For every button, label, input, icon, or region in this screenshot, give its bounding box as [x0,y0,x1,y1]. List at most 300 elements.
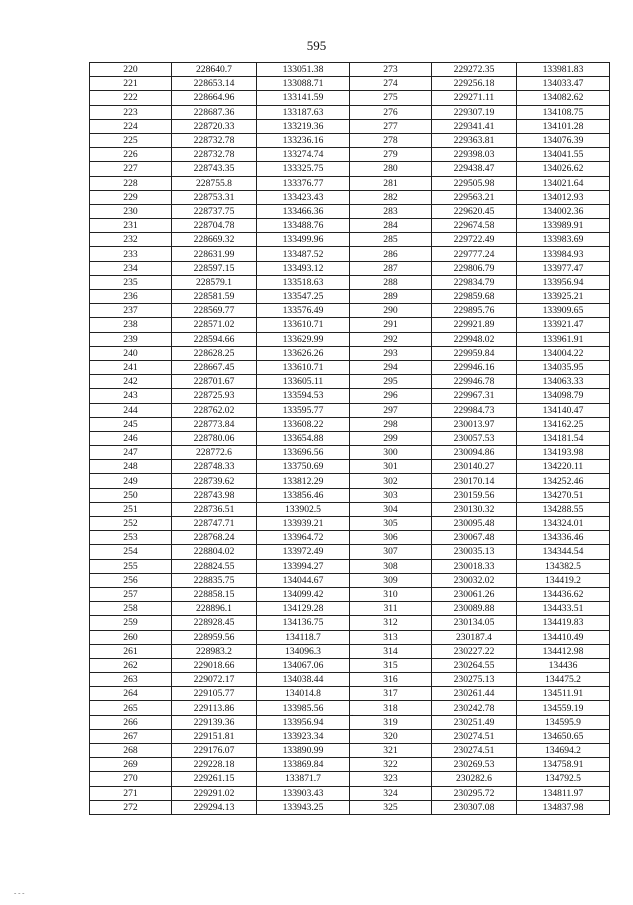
x-coordinate-cell: 228737.75 [172,204,257,218]
x-coordinate-cell: 229105.77 [172,687,257,701]
x-coordinate-cell: 229620.45 [432,204,517,218]
y-coordinate-cell: 133518.63 [257,275,350,289]
point-number-cell: 264 [90,687,172,701]
y-coordinate-cell: 134324.01 [517,517,610,531]
table-row [90,304,610,318]
point-number-cell: 296 [350,389,432,403]
point-number-cell: 282 [350,190,432,204]
x-coordinate-cell: 228732.78 [172,148,257,162]
table-row [90,602,610,616]
x-coordinate-cell: 230067.48 [432,531,517,545]
x-coordinate-cell: 230094.86 [432,446,517,460]
y-coordinate-cell: 133856.46 [257,488,350,502]
table-row [90,148,610,162]
point-number-cell: 291 [350,318,432,332]
y-coordinate-cell: 134099.42 [257,587,350,601]
point-number-cell: 273 [350,63,432,77]
point-number-cell: 298 [350,417,432,431]
y-coordinate-cell: 133488.76 [257,219,350,233]
table-row [90,488,610,502]
y-coordinate-cell: 134002.36 [517,204,610,218]
x-coordinate-cell: 228571.02 [172,318,257,332]
x-coordinate-cell: 229859.68 [432,290,517,304]
point-number-cell: 321 [350,744,432,758]
x-coordinate-cell: 228928.45 [172,616,257,630]
point-number-cell: 243 [90,389,172,403]
y-coordinate-cell: 134412.98 [517,644,610,658]
y-coordinate-cell: 134082.62 [517,91,610,105]
y-coordinate-cell: 133595.77 [257,403,350,417]
y-coordinate-cell: 133972.49 [257,545,350,559]
table-row [90,290,610,304]
x-coordinate-cell: 228768.24 [172,531,257,545]
point-number-cell: 285 [350,233,432,247]
y-coordinate-cell: 134101.28 [517,119,610,133]
point-number-cell: 244 [90,403,172,417]
y-coordinate-cell: 133376.77 [257,176,350,190]
y-coordinate-cell: 134098.79 [517,389,610,403]
x-coordinate-cell: 229948.02 [432,332,517,346]
y-coordinate-cell: 133750.69 [257,460,350,474]
y-coordinate-cell: 133939.21 [257,517,350,531]
point-number-cell: 262 [90,658,172,672]
y-coordinate-cell: 133626.26 [257,346,350,360]
point-number-cell: 237 [90,304,172,318]
y-coordinate-cell: 133871.7 [257,772,350,786]
y-coordinate-cell: 134033.47 [517,77,610,91]
corner-dash-mark: - - - [14,889,25,897]
y-coordinate-cell: 133964.72 [257,531,350,545]
y-coordinate-cell: 133594.53 [257,389,350,403]
point-number-cell: 283 [350,204,432,218]
x-coordinate-cell: 228896.1 [172,602,257,616]
point-number-cell: 310 [350,587,432,601]
y-coordinate-cell: 133981.83 [517,63,610,77]
table-row [90,389,610,403]
y-coordinate-cell: 133985.56 [257,701,350,715]
y-coordinate-cell: 134014.8 [257,687,350,701]
point-number-cell: 221 [90,77,172,91]
x-coordinate-cell: 229505.98 [432,176,517,190]
x-coordinate-cell: 229438.47 [432,162,517,176]
y-coordinate-cell: 133956.94 [517,275,610,289]
x-coordinate-cell: 230095.48 [432,517,517,531]
point-number-cell: 241 [90,360,172,374]
y-coordinate-cell: 133903.43 [257,786,350,800]
table-row [90,360,610,374]
y-coordinate-cell: 133576.49 [257,304,350,318]
point-number-cell: 259 [90,616,172,630]
table-row [90,729,610,743]
point-number-cell: 239 [90,332,172,346]
x-coordinate-cell: 228725.93 [172,389,257,403]
x-coordinate-cell: 228959.56 [172,630,257,644]
point-number-cell: 263 [90,673,172,687]
point-number-cell: 274 [350,77,432,91]
y-coordinate-cell: 133956.94 [257,715,350,729]
stray-dot-mark: . [351,708,354,718]
x-coordinate-cell: 228631.99 [172,247,257,261]
table-row [90,531,610,545]
point-number-cell: 315 [350,658,432,672]
y-coordinate-cell: 133983.69 [517,233,610,247]
x-coordinate-cell: 229341.41 [432,119,517,133]
point-number-cell: 256 [90,573,172,587]
x-coordinate-cell: 230227.22 [432,644,517,658]
point-number-cell: 220 [90,63,172,77]
table-row [90,332,610,346]
x-coordinate-cell: 230035.13 [432,545,517,559]
x-coordinate-cell: 230282.6 [432,772,517,786]
x-coordinate-cell: 230269.53 [432,758,517,772]
x-coordinate-cell: 228579.1 [172,275,257,289]
table-row [90,644,610,658]
point-number-cell: 226 [90,148,172,162]
y-coordinate-cell: 133141.59 [257,91,350,105]
point-number-cell: 231 [90,219,172,233]
x-coordinate-cell: 230134.05 [432,616,517,630]
table-row [90,133,610,147]
y-coordinate-cell: 133493.12 [257,261,350,275]
point-number-cell: 322 [350,758,432,772]
point-number-cell: 228 [90,176,172,190]
x-coordinate-cell: 228835.75 [172,573,257,587]
y-coordinate-cell: 134035.95 [517,360,610,374]
table-row [90,673,610,687]
y-coordinate-cell: 134193.98 [517,446,610,460]
x-coordinate-cell: 228743.98 [172,488,257,502]
y-coordinate-cell: 133610.71 [257,318,350,332]
table-row [90,587,610,601]
y-coordinate-cell: 133923.34 [257,729,350,743]
y-coordinate-cell: 133423.43 [257,190,350,204]
point-number-cell: 265 [90,701,172,715]
y-coordinate-cell: 133921.47 [517,318,610,332]
x-coordinate-cell: 230140.27 [432,460,517,474]
y-coordinate-cell: 134012.93 [517,190,610,204]
table-row [90,744,610,758]
point-number-cell: 292 [350,332,432,346]
table-row [90,658,610,672]
x-coordinate-cell: 229834.79 [432,275,517,289]
point-number-cell: 312 [350,616,432,630]
y-coordinate-cell: 133187.63 [257,105,350,119]
y-coordinate-cell: 134559.19 [517,701,610,715]
point-number-cell: 319 [350,715,432,729]
x-coordinate-cell: 230242.78 [432,701,517,715]
point-number-cell: 240 [90,346,172,360]
x-coordinate-cell: 229256.18 [432,77,517,91]
x-coordinate-cell: 229228.18 [172,758,257,772]
x-coordinate-cell: 230264.55 [432,658,517,672]
x-coordinate-cell: 229946.16 [432,360,517,374]
y-coordinate-cell: 134650.65 [517,729,610,743]
point-number-cell: 266 [90,715,172,729]
x-coordinate-cell: 228640.7 [172,63,257,77]
x-coordinate-cell: 229967.31 [432,389,517,403]
point-number-cell: 272 [90,800,172,814]
y-coordinate-cell: 134140.47 [517,403,610,417]
x-coordinate-cell: 228581.59 [172,290,257,304]
point-number-cell: 299 [350,431,432,445]
point-number-cell: 309 [350,573,432,587]
table-row [90,318,610,332]
point-number-cell: 286 [350,247,432,261]
table-row [90,573,610,587]
point-number-cell: 245 [90,417,172,431]
x-coordinate-cell: 229895.76 [432,304,517,318]
x-coordinate-cell: 228569.77 [172,304,257,318]
x-coordinate-cell: 230159.56 [432,488,517,502]
point-number-cell: 281 [350,176,432,190]
point-number-cell: 254 [90,545,172,559]
table-row [90,403,610,417]
point-number-cell: 308 [350,559,432,573]
table-row [90,417,610,431]
point-number-cell: 233 [90,247,172,261]
y-coordinate-cell: 134436 [517,658,610,672]
point-number-cell: 294 [350,360,432,374]
x-coordinate-cell: 229272.35 [432,63,517,77]
x-coordinate-cell: 228804.02 [172,545,257,559]
x-coordinate-cell: 229363.81 [432,133,517,147]
y-coordinate-cell: 134336.46 [517,531,610,545]
coordinates-table [89,62,610,815]
point-number-cell: 324 [350,786,432,800]
y-coordinate-cell: 133608.22 [257,417,350,431]
x-coordinate-cell: 228704.78 [172,219,257,233]
table-row [90,800,610,814]
point-number-cell: 261 [90,644,172,658]
x-coordinate-cell: 229113.86 [172,701,257,715]
table-row [90,545,610,559]
x-coordinate-cell: 229261.15 [172,772,257,786]
x-coordinate-cell: 228773.84 [172,417,257,431]
x-coordinate-cell: 228772.6 [172,446,257,460]
point-number-cell: 317 [350,687,432,701]
y-coordinate-cell: 133088.71 [257,77,350,91]
y-coordinate-cell: 133989.91 [517,219,610,233]
x-coordinate-cell: 230274.51 [432,729,517,743]
x-coordinate-cell: 229018.66 [172,658,257,672]
x-coordinate-cell: 228739.62 [172,474,257,488]
point-number-cell: 229 [90,190,172,204]
x-coordinate-cell: 228762.02 [172,403,257,417]
table-row [90,758,610,772]
y-coordinate-cell: 134433.51 [517,602,610,616]
y-coordinate-cell: 134694.2 [517,744,610,758]
x-coordinate-cell: 228983.2 [172,644,257,658]
point-number-cell: 305 [350,517,432,531]
x-coordinate-cell: 229151.81 [172,729,257,743]
table-row [90,517,610,531]
x-coordinate-cell: 230089.88 [432,602,517,616]
point-number-cell: 288 [350,275,432,289]
y-coordinate-cell: 133984.93 [517,247,610,261]
point-number-cell: 304 [350,502,432,516]
x-coordinate-cell: 230187.4 [432,630,517,644]
x-coordinate-cell: 228743.35 [172,162,257,176]
y-coordinate-cell: 133325.75 [257,162,350,176]
point-number-cell: 314 [350,644,432,658]
y-coordinate-cell: 133219.36 [257,119,350,133]
point-number-cell: 250 [90,488,172,502]
y-coordinate-cell: 134410.49 [517,630,610,644]
x-coordinate-cell: 228780.06 [172,431,257,445]
point-number-cell: 258 [90,602,172,616]
x-coordinate-cell: 230170.14 [432,474,517,488]
table-row [90,346,610,360]
x-coordinate-cell: 229398.03 [432,148,517,162]
point-number-cell: 313 [350,630,432,644]
point-number-cell: 225 [90,133,172,147]
point-number-cell: 307 [350,545,432,559]
x-coordinate-cell: 228597.15 [172,261,257,275]
point-number-cell: 253 [90,531,172,545]
y-coordinate-cell: 134021.64 [517,176,610,190]
x-coordinate-cell: 229072.17 [172,673,257,687]
x-coordinate-cell: 230032.02 [432,573,517,587]
x-coordinate-cell: 229674.58 [432,219,517,233]
x-coordinate-cell: 230057.53 [432,431,517,445]
y-coordinate-cell: 133274.74 [257,148,350,162]
point-number-cell: 290 [350,304,432,318]
x-coordinate-cell: 229291.02 [172,786,257,800]
x-coordinate-cell: 229959.84 [432,346,517,360]
y-coordinate-cell: 134344.54 [517,545,610,559]
y-coordinate-cell: 134436.62 [517,587,610,601]
x-coordinate-cell: 228858.15 [172,587,257,601]
y-coordinate-cell: 134288.55 [517,502,610,516]
x-coordinate-cell: 230261.44 [432,687,517,701]
table-row [90,687,610,701]
table-row [90,460,610,474]
y-coordinate-cell: 134419.2 [517,573,610,587]
point-number-cell: 275 [350,91,432,105]
x-coordinate-cell: 229176.07 [172,744,257,758]
x-coordinate-cell: 230295.72 [432,786,517,800]
point-number-cell: 280 [350,162,432,176]
x-coordinate-cell: 228628.25 [172,346,257,360]
table-row [90,559,610,573]
y-coordinate-cell: 134181.54 [517,431,610,445]
y-coordinate-cell: 134792.5 [517,772,610,786]
y-coordinate-cell: 133994.27 [257,559,350,573]
x-coordinate-cell: 229984.73 [432,403,517,417]
y-coordinate-cell: 134252.46 [517,474,610,488]
table-row [90,786,610,800]
x-coordinate-cell: 229294.13 [172,800,257,814]
point-number-cell: 234 [90,261,172,275]
x-coordinate-cell: 228736.51 [172,502,257,516]
point-number-cell: 297 [350,403,432,417]
y-coordinate-cell: 134118.7 [257,630,350,644]
x-coordinate-cell: 228824.55 [172,559,257,573]
y-coordinate-cell: 134041.55 [517,148,610,162]
x-coordinate-cell: 229271.11 [432,91,517,105]
table-row [90,233,610,247]
point-number-cell: 271 [90,786,172,800]
table-row [90,119,610,133]
point-number-cell: 318 [350,701,432,715]
point-number-cell: 224 [90,119,172,133]
point-number-cell: 320 [350,729,432,743]
point-number-cell: 270 [90,772,172,786]
table-row [90,715,610,729]
x-coordinate-cell: 229722.49 [432,233,517,247]
x-coordinate-cell: 230274.51 [432,744,517,758]
y-coordinate-cell: 133236.16 [257,133,350,147]
point-number-cell: 325 [350,800,432,814]
y-coordinate-cell: 133629.99 [257,332,350,346]
point-number-cell: 311 [350,602,432,616]
table-row [90,219,610,233]
y-coordinate-cell: 133890.99 [257,744,350,758]
point-number-cell: 236 [90,290,172,304]
x-coordinate-cell: 229563.21 [432,190,517,204]
y-coordinate-cell: 134758.91 [517,758,610,772]
y-coordinate-cell: 133466.36 [257,204,350,218]
point-number-cell: 247 [90,446,172,460]
x-coordinate-cell: 230251.49 [432,715,517,729]
point-number-cell: 287 [350,261,432,275]
point-number-cell: 323 [350,772,432,786]
y-coordinate-cell: 133902.5 [257,502,350,516]
point-number-cell: 295 [350,375,432,389]
point-number-cell: 223 [90,105,172,119]
point-number-cell: 277 [350,119,432,133]
table-row [90,701,610,715]
page-number: 595 [306,38,327,53]
table-row [90,275,610,289]
x-coordinate-cell: 229777.24 [432,247,517,261]
y-coordinate-cell: 133610.71 [257,360,350,374]
point-number-cell: 268 [90,744,172,758]
y-coordinate-cell: 134162.25 [517,417,610,431]
x-coordinate-cell: 228594.66 [172,332,257,346]
x-coordinate-cell: 230307.08 [432,800,517,814]
y-coordinate-cell: 133499.96 [257,233,350,247]
point-number-cell: 242 [90,375,172,389]
y-coordinate-cell: 134044.67 [257,573,350,587]
table-row [90,105,610,119]
y-coordinate-cell: 134004.22 [517,346,610,360]
point-number-cell: 267 [90,729,172,743]
y-coordinate-cell: 133977.47 [517,261,610,275]
y-coordinate-cell: 134038.44 [257,673,350,687]
table-row [90,162,610,176]
x-coordinate-cell: 228747.71 [172,517,257,531]
point-number-cell: 248 [90,460,172,474]
point-number-cell: 232 [90,233,172,247]
x-coordinate-cell: 230061.26 [432,587,517,601]
point-number-cell: 278 [350,133,432,147]
y-coordinate-cell: 134076.39 [517,133,610,147]
x-coordinate-cell: 229307.19 [432,105,517,119]
y-coordinate-cell: 133487.52 [257,247,350,261]
point-number-cell: 279 [350,148,432,162]
point-number-cell: 289 [350,290,432,304]
y-coordinate-cell: 134096.3 [257,644,350,658]
y-coordinate-cell: 134511.91 [517,687,610,701]
coordinates-table-body [90,63,610,815]
y-coordinate-cell: 133943.25 [257,800,350,814]
x-coordinate-cell: 229921.89 [432,318,517,332]
table-row [90,77,610,91]
point-number-cell: 306 [350,531,432,545]
y-coordinate-cell: 134108.75 [517,105,610,119]
point-number-cell: 269 [90,758,172,772]
